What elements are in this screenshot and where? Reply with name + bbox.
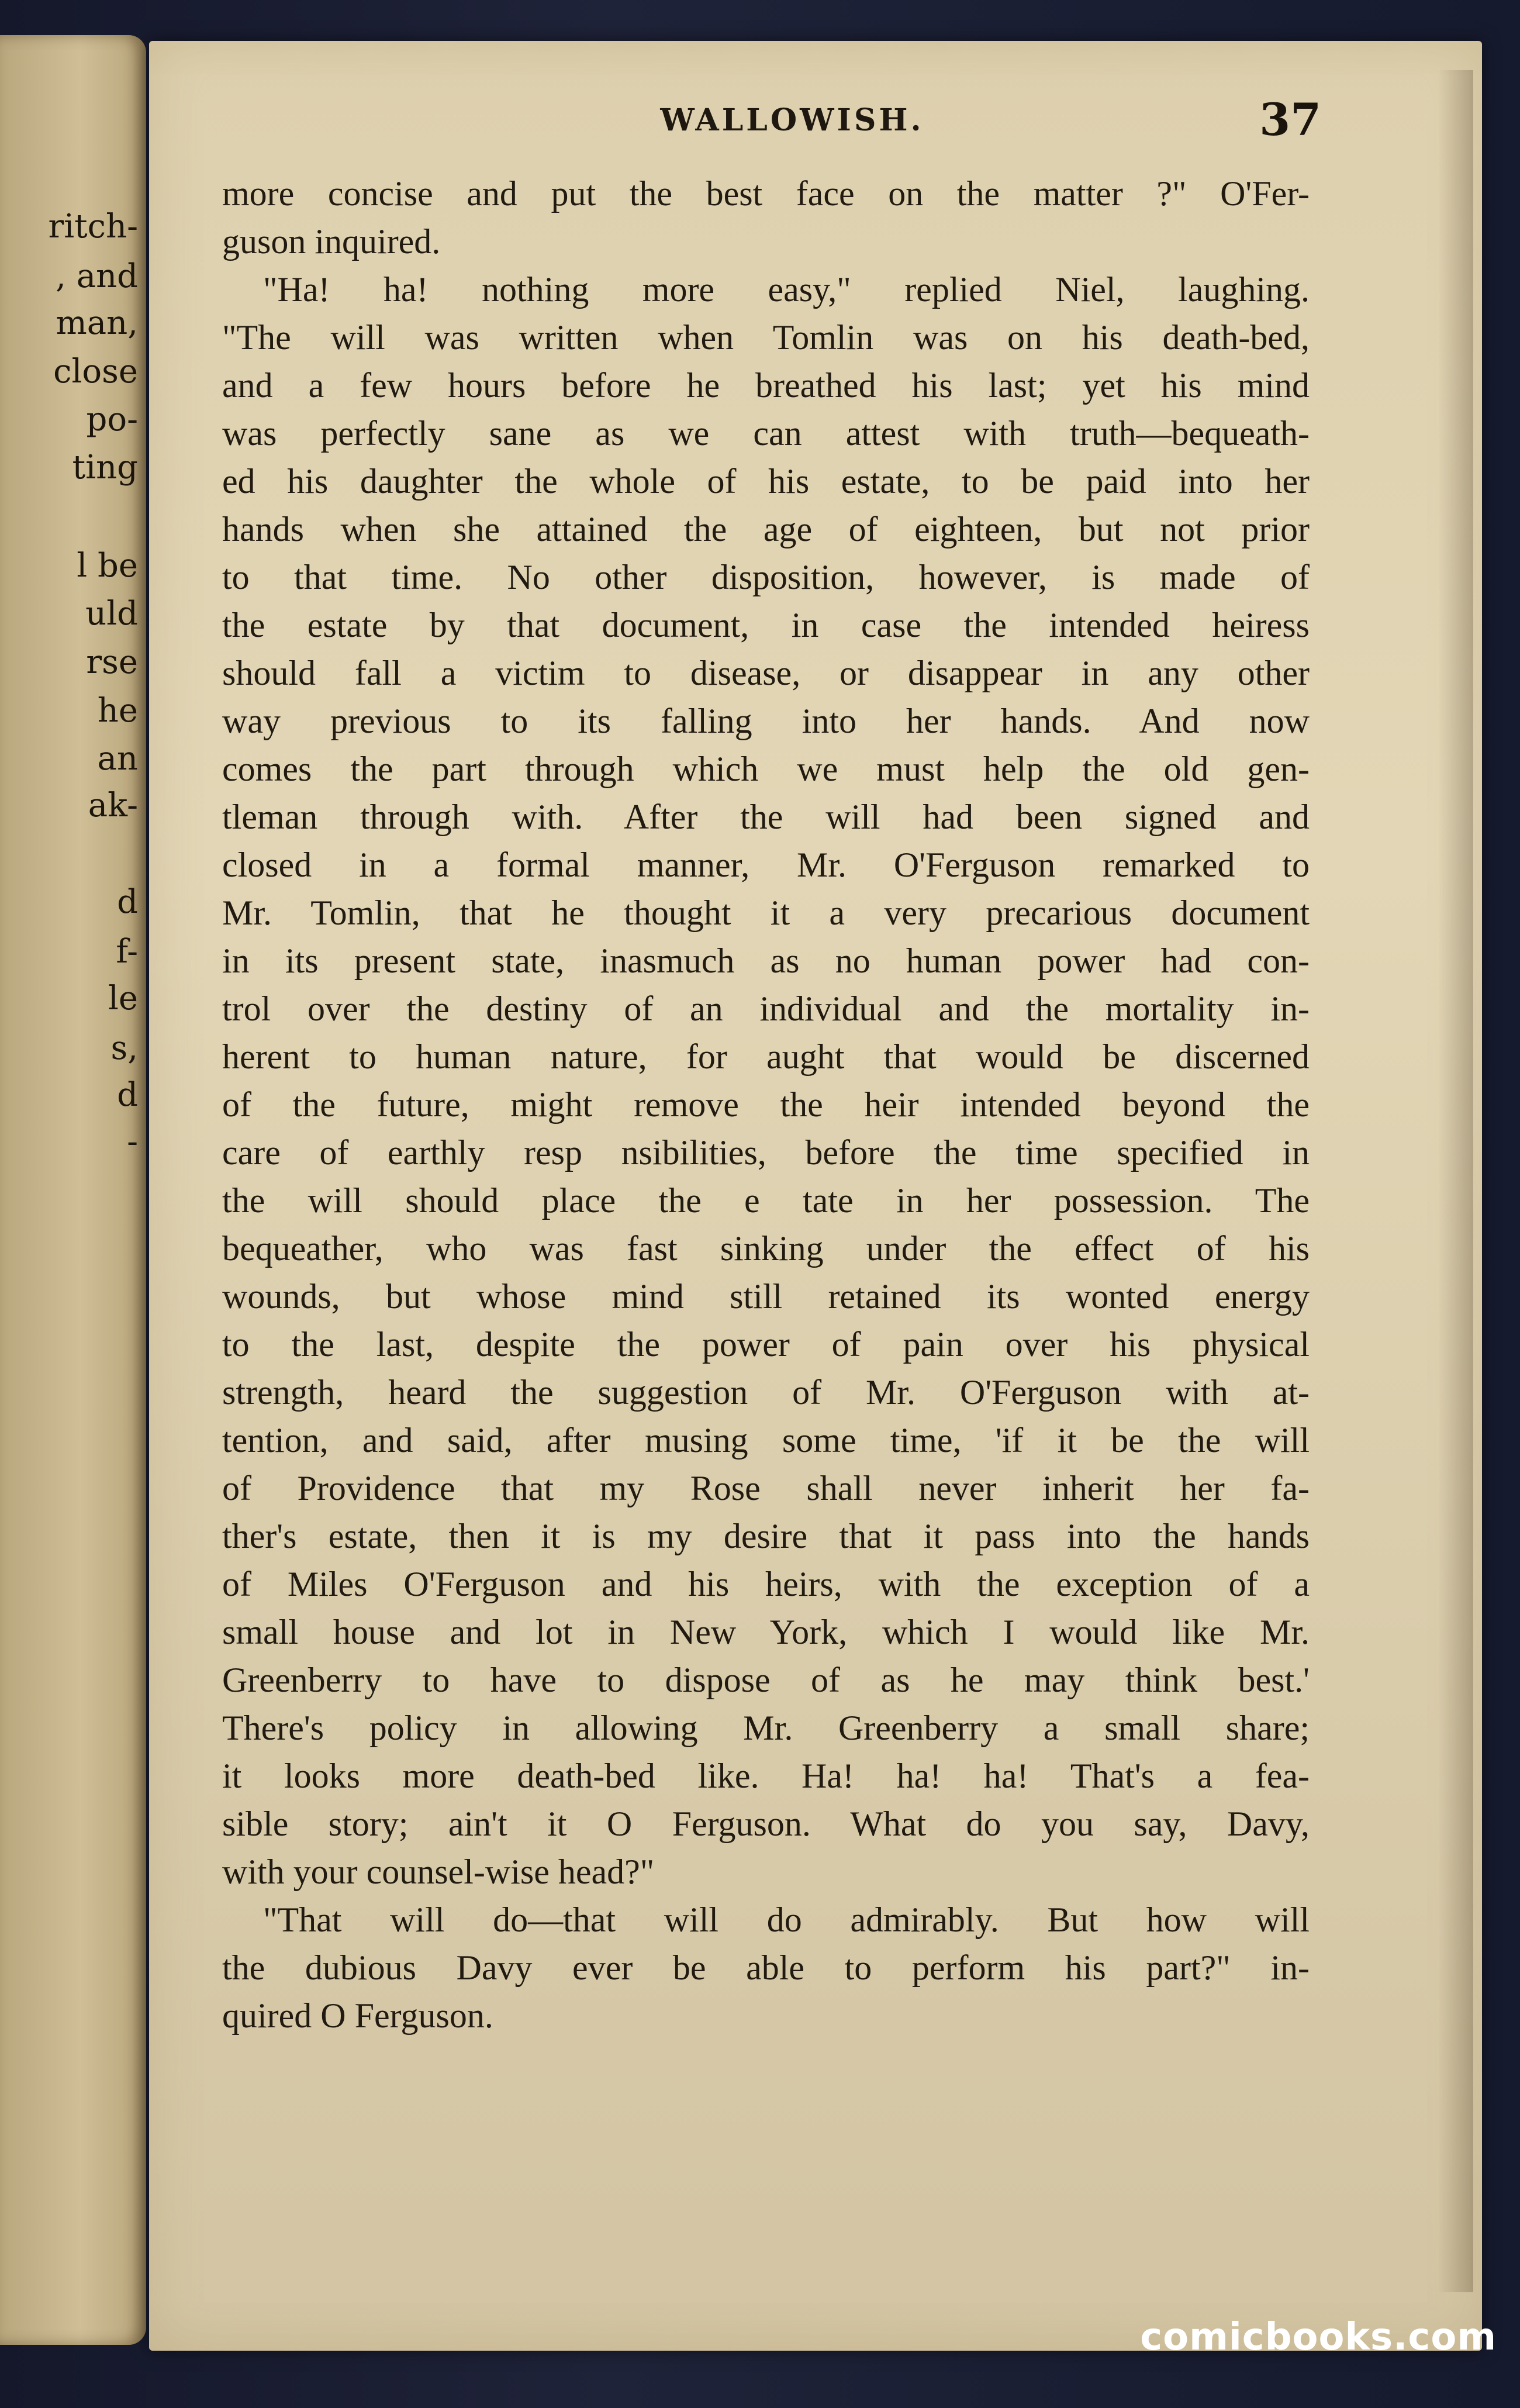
text-line: ed his daughter the whole of his estate, to be paid into her — [222, 462, 1310, 501]
text-line: sible story; ain't it O Ferguson. What do you say, Davy, — [222, 1805, 1310, 1843]
text-line: "Ha! ha! nothing more easy," replied Niel, laughing. — [263, 270, 1310, 309]
text-line: tention, and said, after musing some time, 'if it be the will — [222, 1421, 1310, 1460]
text-line: in its present state, inasmuch as no human power had con- — [222, 941, 1310, 980]
site-watermark: comicbooks.com — [1140, 2316, 1497, 2359]
left-page-line: rse — [86, 643, 138, 681]
text-line: to the last, despite the power of pain over his physical — [222, 1325, 1310, 1364]
page-edge-shadow — [1438, 70, 1473, 2292]
text-line: to that time. No other disposition, however, is made of — [222, 558, 1310, 596]
left-page-line: uld — [85, 595, 138, 633]
left-page-line: - — [127, 1123, 138, 1161]
text-line: bequeather, who was fast sinking under the effect of his — [222, 1229, 1310, 1268]
left-page-line: d — [117, 1076, 138, 1114]
text-line: more concise and put the best face on the matter ?" O'Fer- — [222, 174, 1310, 213]
text-line: ther's estate, then it is my desire that it pass into the hands — [222, 1517, 1310, 1555]
text-line: wounds, but whose mind still retained its wonted energy — [222, 1277, 1310, 1316]
left-page-fragment — [0, 35, 146, 2345]
left-page-line: le — [108, 979, 138, 1017]
body-text — [222, 170, 1310, 2040]
text-line: herent to human nature, for aught that would be discerned — [222, 1037, 1310, 1076]
page-number: 37 — [1259, 94, 1321, 146]
text-line: quired O Ferguson. — [222, 1996, 493, 2035]
text-line: care of earthly resp nsibilities, before the time specified in — [222, 1133, 1310, 1172]
left-page-line: s, — [110, 1029, 138, 1067]
left-page-line: an — [97, 740, 138, 778]
text-line: Greenberry to have to dispose of as he may think best.' — [222, 1661, 1310, 1699]
left-page-line: close — [53, 353, 138, 391]
text-line: "That will do—that will do admirably. But how will — [263, 1900, 1310, 1939]
text-line: of Miles O'Ferguson and his heirs, with the exception of a — [222, 1565, 1310, 1603]
text-line: it looks more death-bed like. Ha! ha! ha! That's a fea- — [222, 1757, 1310, 1795]
text-line: guson inquired. — [222, 222, 441, 261]
text-line: hands when she attained the age of eighteen, but not prior — [222, 510, 1310, 548]
left-page-line: f- — [116, 933, 138, 971]
left-page-line: he — [97, 692, 138, 730]
left-page-line: po- — [86, 401, 138, 439]
left-page-line: l be — [77, 547, 138, 585]
text-line: closed in a formal manner, Mr. O'Ferguson remarked to — [222, 846, 1310, 884]
text-line: "The will was written when Tomlin was on his death-bed, — [222, 318, 1310, 357]
text-line: strength, heard the suggestion of Mr. O'Ferguson with at- — [222, 1373, 1310, 1412]
text-line: with your counsel-wise head?" — [222, 1852, 655, 1891]
text-line: way previous to its falling into her hands. And now — [222, 702, 1310, 740]
left-page-line: man, — [56, 304, 138, 342]
left-page-line: ting — [72, 449, 138, 487]
text-line: of the future, might remove the heir intended beyond the — [222, 1085, 1310, 1124]
text-line: and a few hours before he breathed his last; yet his mind — [222, 366, 1310, 405]
text-line: of Providence that my Rose shall never inherit her fa- — [222, 1469, 1310, 1507]
text-line: There's policy in allowing Mr. Greenberry a small share; — [222, 1709, 1310, 1747]
text-line: comes the part through which we must help the old gen- — [222, 750, 1310, 788]
text-line: was perfectly sane as we can attest with truth—bequeath- — [222, 414, 1310, 453]
text-line: the will should place the e tate in her possession. The — [222, 1181, 1310, 1220]
text-line: tleman through with. After the will had been signed and — [222, 798, 1310, 836]
running-head: WALLOWISH. — [660, 102, 924, 138]
left-page-line: ak- — [88, 786, 138, 824]
text-line: the dubious Davy ever be able to perform his part?" in- — [222, 1948, 1310, 1987]
left-page-line: , and — [56, 257, 138, 295]
left-page-line: d — [117, 883, 138, 921]
left-page-line: ritch- — [48, 208, 138, 246]
text-line: the estate by that document, in case the intended heiress — [222, 606, 1310, 644]
text-line: trol over the destiny of an individual and the mortality in- — [222, 989, 1310, 1028]
text-line: small house and lot in New York, which I would like Mr. — [222, 1613, 1310, 1651]
text-line: should fall a victim to disease, or disappear in any other — [222, 654, 1310, 692]
text-line: Mr. Tomlin, that he thought it a very precarious document — [222, 893, 1310, 932]
